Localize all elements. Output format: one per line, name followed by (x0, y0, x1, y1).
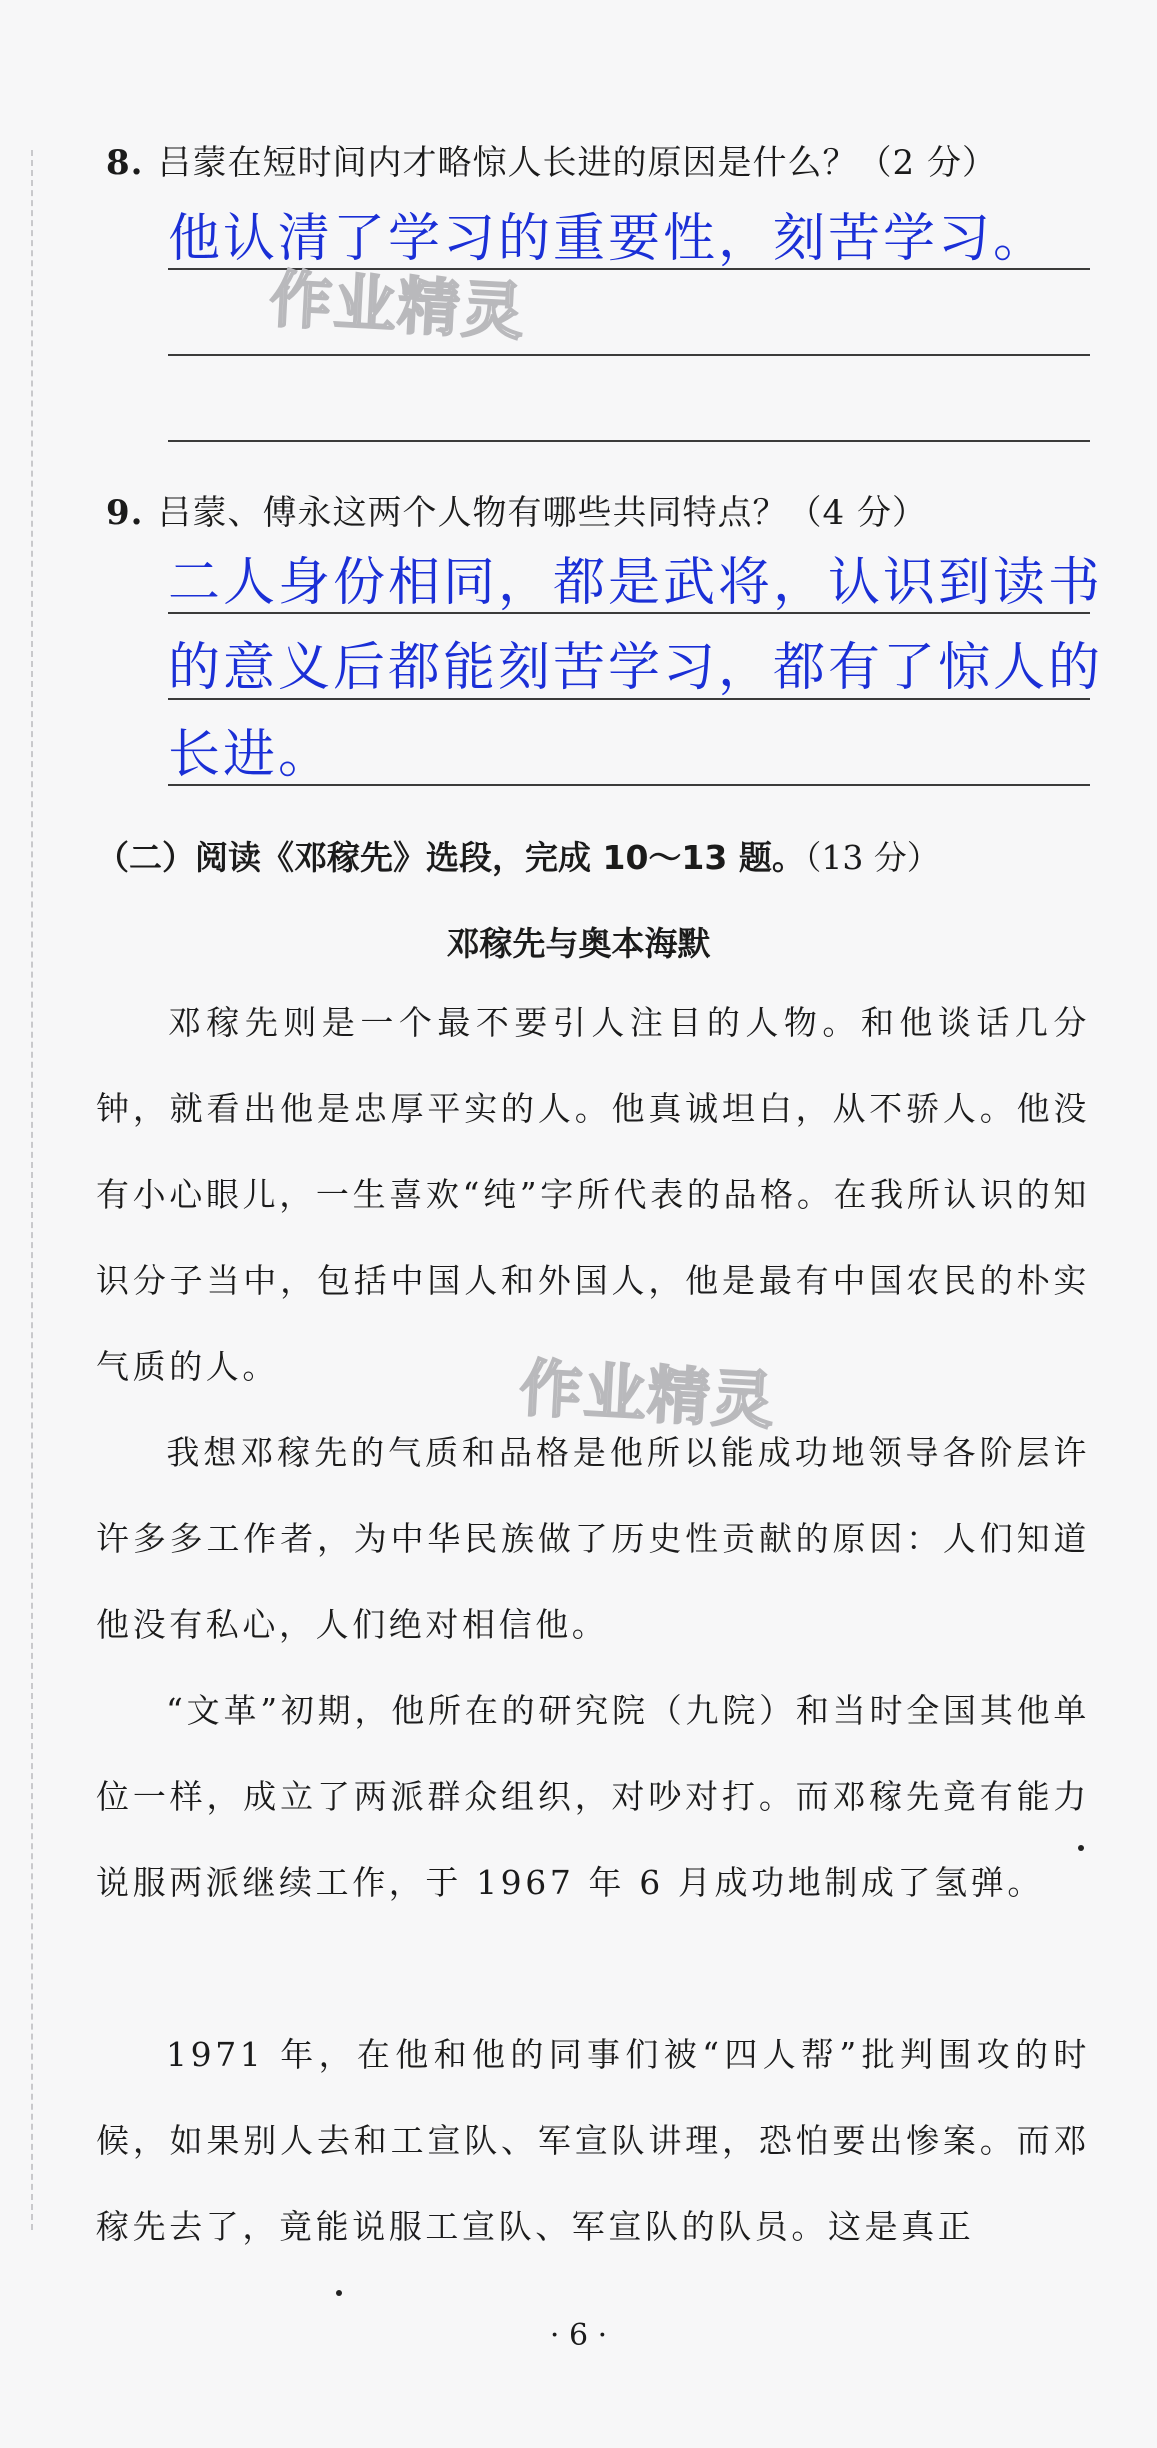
page-number: · 6 · (549, 2318, 608, 2353)
question-number: 8. (106, 143, 144, 183)
answer-9-line-1: 二人身份相同，都是武将，认识到读书 (168, 553, 1104, 613)
paragraph-text: “文革”初期，他所在的研究院（九院）和当时全国其他单位一样，成立了两派群众组织，对吵对打。而邓稼先竟有能力说服两派继续工作，于 1967 年 6 月成功地制成了氢弹。 (96, 1691, 1090, 1902)
paragraph-4 (96, 2012, 1090, 2270)
watermark-logo: 作业精灵 (518, 1351, 778, 1438)
paragraph-text: 邓稼先则是一个最不要引人注目的人物。和他谈话几分钟，就看出他是忠厚平实的人。他真诚坦白，从不骄人。他没有小心眼儿，一生喜欢“纯”字所代表的品格。在我所认识的知识分子当中，包括中国人和外国人，他是最有中国农民的朴实气质的人。 (96, 1003, 1090, 1386)
paragraph-text: 我想邓稼先的气质和品格是他所以能成功地领导各阶层许许多多工作者，为中华民族做了历史性贡献的原因：人们知道他没有私心，人们绝对相信他。 (96, 1433, 1090, 1644)
question-text: 吕蒙在短时间内才略惊人长进的原因是什么？（2 分） (157, 143, 997, 183)
emphasis-dot (1078, 1845, 1084, 1851)
question-8 (106, 135, 997, 184)
section-heading (96, 832, 940, 879)
paragraph-2 (96, 1410, 1090, 1668)
question-text: 吕蒙、傅永这两个人物有哪些共同特点？（4 分） (157, 493, 927, 533)
question-9 (106, 485, 927, 534)
paragraph-3 (96, 1668, 1090, 1926)
answer-rule (168, 698, 1090, 700)
answer-rule (168, 354, 1090, 356)
answer-rule (168, 440, 1090, 442)
watermark-logo: 作业精灵 (268, 262, 528, 349)
article-title: 邓稼先与奥本海默 (446, 924, 711, 963)
binding-margin-line (31, 150, 33, 2230)
section-points: （13 分） (804, 838, 940, 877)
question-number: 9. (106, 493, 144, 533)
emphasis-dot (336, 2290, 342, 2296)
answer-8-line-1: 他认清了学习的重要性，刻苦学习。 (168, 209, 1049, 269)
answer-9-line-3: 长进。 (168, 725, 334, 785)
section-heading-text: （二）阅读《邓稼先》选段，完成 10～13 题。 (96, 838, 805, 877)
answer-9-line-2: 的意义后都能刻苦学习，都有了惊人的 (168, 638, 1104, 698)
answer-rule (168, 612, 1090, 614)
answer-rule (168, 784, 1090, 786)
paragraph-text: 1971 年，在他和他的同事们被“四人帮”批判围攻的时候，如果别人去和工宣队、军宣队讲理，恐怕要出惨案。而邓稼先去了，竟能说服工宣队、军宣队的队员。这是真正 (96, 2035, 1090, 2246)
